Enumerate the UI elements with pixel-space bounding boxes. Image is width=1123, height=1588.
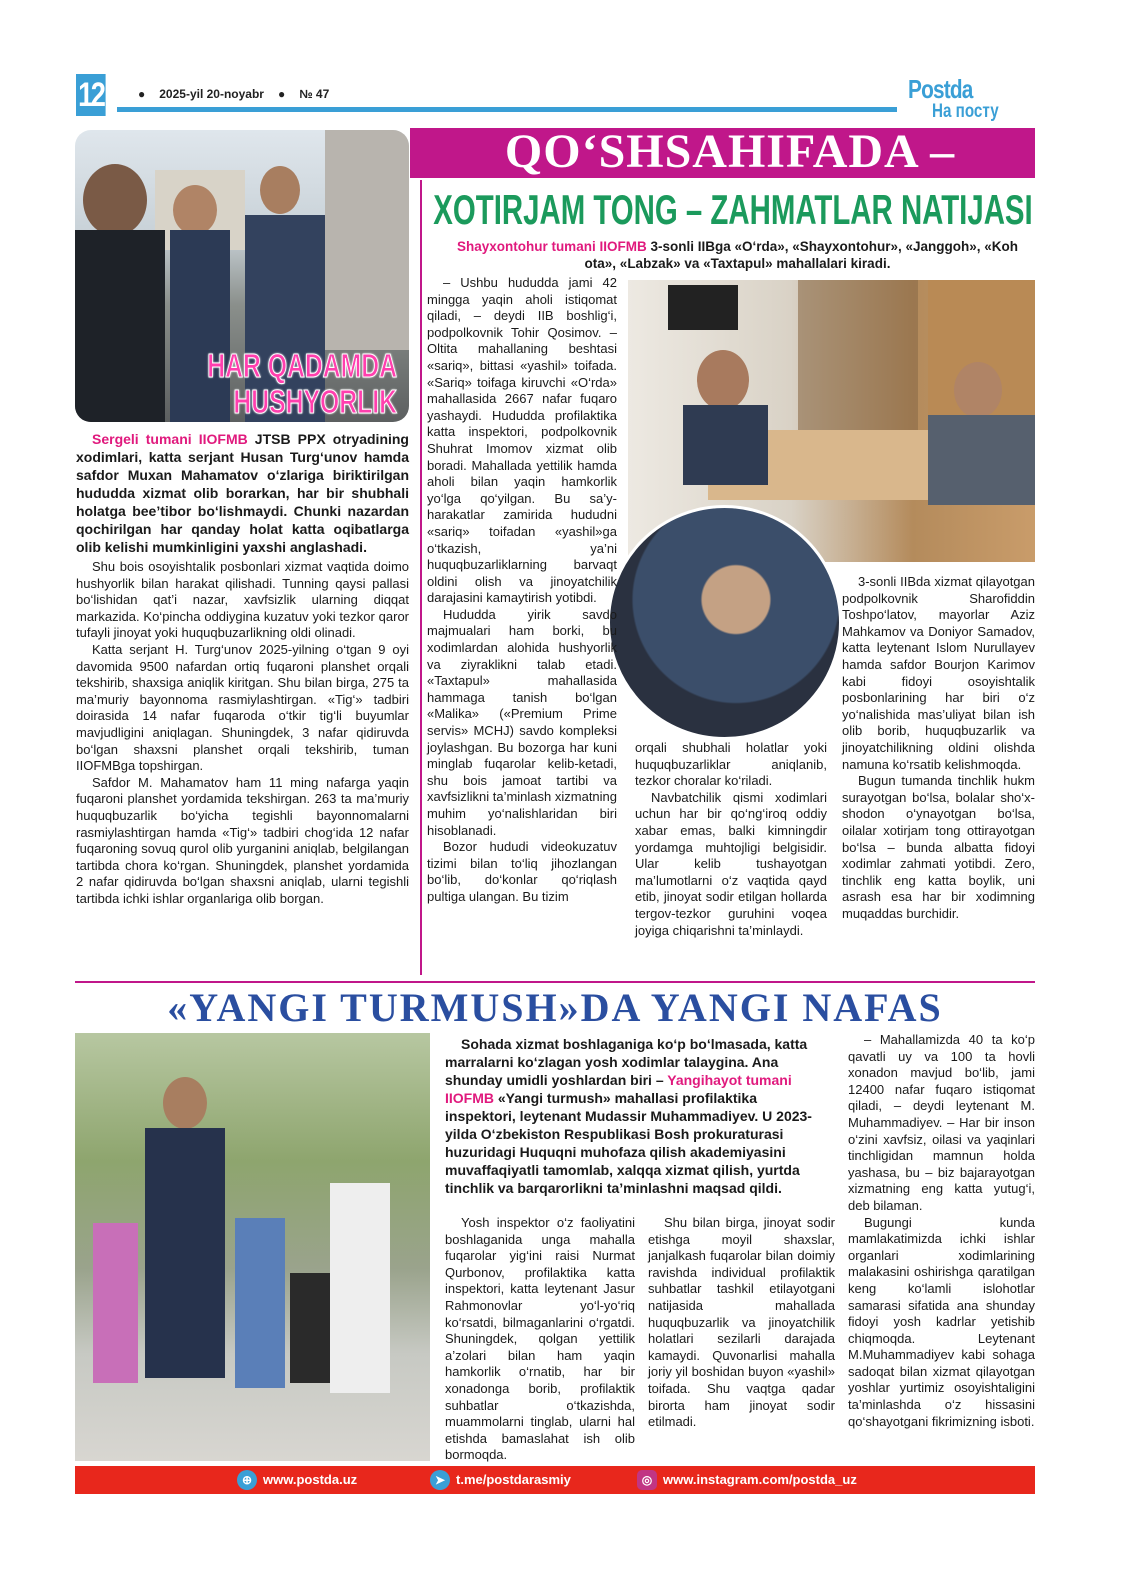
logo-line2: На посту: [932, 101, 999, 122]
lead-highlight: Sergeli tumani IIOFMB: [92, 431, 248, 447]
caption-line1: HAR QADAMDA: [207, 347, 397, 384]
lead-highlight: Yangihayot tumani IIOFMB: [445, 1072, 792, 1106]
headline-text: XOTIRJAM TONG – ZAHMATLAR NATIJASI: [433, 186, 1033, 233]
website-link[interactable]: www.postda.uz: [263, 1472, 358, 1487]
footer-website[interactable]: [237, 1466, 357, 1494]
telegram-link[interactable]: t.me/postdarasmiy: [456, 1472, 571, 1487]
inspector-with-children-photo: [75, 1033, 430, 1461]
issue-date: 2025-yil 20-noyabr: [159, 87, 264, 101]
story3-col3: [848, 1032, 1035, 1430]
story2-subhead: [440, 238, 1035, 272]
instagram-icon: ◎: [637, 1470, 657, 1490]
story1-lead: [76, 430, 409, 556]
paragraph: Shu bilan birga, jinoyat sodir etishga moyil shaxslar, janjalkash fuqarolar bilan doimiy ravishda individual profilaktik suhbatlar tashkil etilayotgani natijasida mahallada huquqbuzarlik va jinoyatchilik holatlari sezilarli darajada kamaydi. Quvonarlisi mahalla joriy yil boshidan buyon «yashil» toifada. Shu vaqtga qadar birorta ham jinoyat sodir etilmadi.: [648, 1215, 835, 1430]
caption-line2: HUSHYORLIK: [233, 383, 397, 420]
paragraph: 3-sonli IIBda xizmat qilayotgan podpolkovnik Sharofiddin Toshpo‘latov, mayorlar Aziz Mahkamov va Doniyor Samadov, katta leytenant Islom Nurullayev hamda safdor Bourjon Karimov kabi fidoyi osoyishtalik posbonlarining har biri o‘z yo‘nalishida mas’uliyat bilan ish olib borib, huquqbuzarlik va jinoyatchilikning oldini olishda namuna ko‘rsatib kelishmoqda.: [842, 574, 1035, 772]
logo-line1: Postda: [908, 74, 973, 104]
newspaper-logo: [908, 74, 1015, 123]
paragraph: Yosh inspektor o‘z faoliyatini boshlaganida unga mahalla fuqarolar yig‘ini raisi Nurmat Qurbonov, profilaktika katta inspektori, katta leytenant Jasur Rahmonovlar yo‘l-yo‘riq ko‘rsatdi, bilmaganlarini o‘rgatdi. Shuningdek, qolgan yettilik a’zolari bilan ham yaqin hamkorlik o‘rnatib, har bir xonadonga borib, profilaktik suhbatlar o‘tkazishda, muammolarni tinglab, ularni hal etishda bamaslahat ish olib bormoqda.: [445, 1215, 635, 1463]
lead-text-before: Sohada xizmat boshlaganiga ko‘p bo‘lmasada, katta marralarni ko‘zlagan yosh xodimlar talaygina. Ana shunday umidli yoshlardan biri –: [445, 1036, 808, 1088]
footer-instagram[interactable]: [637, 1466, 857, 1494]
subhead-text: 3-sonli IIBga «O‘rda», «Shayxontohur», «Janggoh», «Koh ota», «Labzak» va «Taxtapul» mahallalari kiradi.: [584, 239, 1019, 271]
story3-lead: [445, 1035, 817, 1200]
paragraph: Bugungi kunda mamlakatimizda ichki ishlar organlari xodimlarining malakasini oshirishga qaratilgan keng ko‘lamli islohotlar samarasi sifatida ana shunday fidoyi yosh kadrlar yetishib chiqmoqda. Leytenant M.Muhammadiyev kabi sohaga sadoqat bilan xizmat qilayotgan yoshlar yurtimiz osoyishtaligini ta’minlashda o‘z hissasini qo‘shayotgani fikrimizning isboti.: [848, 1214, 1035, 1429]
duty-officer-photo: [607, 505, 842, 740]
story1-body: [76, 430, 409, 907]
subhead-highlight: Shayxontohur tumani IIOFMB: [456, 239, 647, 254]
story2-headline: [433, 186, 1033, 234]
story2-col1: [427, 275, 617, 906]
paragraph: – Ushbu hududda jami 42 mingga yaqin aholi istiqomat qiladi, – deydi IIB boshlig‘i, podpolkovnik Tohir Qosimov. – Oltita mahallaning beshtasi «sariq», bittasi «yashil» toifada. «Sariq» toifaga kiruvchi «O‘rda» mahallasida 2667 nafar fuqaro yashaydi. Hududda profilaktika katta inspektori, podpolkovnik Shuhrat Imomov xizmat olib boradi. Mahallada yettilik hamda aholi bilan yaqin hamkorlik yo‘lga qo‘yilgan. Bu sa’y-harakatlar zamirida hududni «sariq» toifadan «yashil»ga o‘tkazish, ya’ni huquqbuzarliklarning barvaqt oldini olish va jinoyatchilik darajasini kamaytirish yotibdi.: [427, 275, 617, 606]
header-rule: [117, 107, 897, 112]
paragraph: Safdor M. Mahamatov ham 11 ming nafarga yaqin fuqaroni planshet yordamida tekshirgan. 263 ta ma’muriy huquqbuzarlik bo‘yicha tegishli bayonnomalarni rasmiylashtirgan hamda «Tig‘» tadbiri chog‘ida 12 nafar fuqaroning sovuq qurol olib yurganini aniqlab, belgilangan tartibda chora ko‘rgan. Shuningdek, planshet yordamida 2 nafar qidiruvda bo‘lgan shaxsni aniqlab, ularni tegishli tartibda ichki ishlar organlariga olib borgan.: [76, 774, 409, 906]
patrol-photo: [75, 130, 409, 422]
paragraph: – Mahallamizda 40 ta ko‘p qavatli uy va 100 ta hovli xonadon mavjud bo‘lib, jami 12400 nafar fuqaro istiqomat qiladi, – deydi leytenant M. Muhammadiyev. – Har bir inson o‘zini xavfsiz, oilasi va yaqinlari tinchligidan mamnun holda yashasa, bu – biz bajarayotgan xizmatning eng katta yutug‘i, deb bilaman.: [848, 1032, 1035, 1213]
section-rule: [75, 981, 1035, 983]
paragraph: orqali shubhali holatlar yoki huquqbuzarliklar aniqlanib, tezkor choralar ko‘riladi.: [635, 740, 827, 789]
section-title: QO‘SHSAHIFADA –: [504, 125, 956, 178]
paragraph: Hududda yirik savdo majmualari ham borki, bu xodimlardan alohida hushyorlik va ziyraklikni talab etadi. «Taxtapul» mahallasida hammaga tanish bo‘lgan «Malika» («Premium Prime servis» MCHJ) savdo kompleksi joylashgan. Bu bozorga har kuni minglab fuqarolar kelib-ketadi, shu bois jamoat tartibi va xavfsizlikni ta’minlash xizmatning muhim yo‘nalishlaridan biri hisoblanadi.: [427, 606, 618, 838]
paragraph: Shu bois osoyishtalik posbonlari xizmat vaqtida doimo hushyorlik bilan harakat qilishadi. Tunning qaysi pallasi bo‘lishidan qat’i nazar, xavfsizlik ularning diqqat markazida. Ko‘pincha oddiygina kuzatuv yoki tezkor qaror tufayli jinoyat yoki huquqbuzarlikning oldi olinadi.: [76, 559, 409, 641]
inspector-photo-illustration: [75, 1033, 430, 1461]
lead-text: JTSB PPX otryadining xodimlari, katta serjant Husan Turg‘unov hamda safdor Muxan Mahamatov o‘zlariga biriktirilgan hududda xizmat olib borarkan, har bir shubhali holatga bee’tibor bo‘lishmaydi. Chunki nazardan qochirilgan har qanday holat katta oqibatlarga olib kelishi mumkinligini yaxshi anglashadi.: [76, 431, 409, 555]
page-number: 12: [76, 74, 106, 116]
dateline: [138, 87, 343, 101]
globe-icon: ⊕: [237, 1470, 257, 1490]
issue-number: № 47: [299, 87, 330, 101]
lead-text-after: «Yangi turmush» mahallasi profilaktika inspektori, leytenant Mudassir Muhammadiyev. U 2023-yilda O‘zbekiston Respublikasi Bosh prokuraturasi huzuridagi Huquqni muhofaza qilish akademiyasini muvaffaqiyatli tamomlab, xalqqa xizmat qilish, yurtda tinchlik va barqarorlikni ta’minlashni maqsad qildi.: [445, 1090, 812, 1196]
lead-paragraph: [445, 1035, 817, 1197]
paragraph: Katta serjant H. Turg‘unov 2025-yilning o‘tgan 9 oyi davomida 9500 nafardan ortiq fuqaroni planshet orqali tekshirib, shaxsiga aniqlik kiritgan. Shu bilan birga, 275 ta ma’muriy bayonnoma rasmiylashtirgan. «Tig‘» tadbiri doirasida 14 nafar fuqaroda o‘tkir tig‘li buyumlar mavjudligini aniqlagan. Shuningdek, 3 nafar qidiruvda bo‘lgan shaxsni planshet orqali tekshirib, tuman IIOFMBga topshirgan.: [76, 641, 409, 774]
footer-telegram[interactable]: [430, 1466, 571, 1494]
instagram-link[interactable]: www.instagram.com/postda_uz: [663, 1472, 857, 1487]
bullet: ●: [277, 87, 286, 101]
telegram-icon: ➤: [430, 1470, 450, 1490]
photo-caption: [207, 348, 397, 420]
column-divider: [420, 180, 422, 975]
story2-col2: [635, 740, 827, 939]
story3-col1: [445, 1215, 635, 1464]
footer-bar: [75, 1466, 1035, 1494]
paragraph: Navbatchilik qismi xodimlari uchun har bir qo‘ng‘iroq oddiy xabar emas, balki kimningdir yordamga muhtojligi belgisidir. Ular kelib tushayotgan ma’lumotlarni o‘z vaqtida qayd etib, jinoyat sodir etilgan hollarda tergov-tezkor guruhini voqea joyiga chiqarishni ta’minlaydi.: [635, 789, 827, 938]
story2-col3: [842, 574, 1035, 922]
story3-headline: «YANGI TURMUSH»DA YANGI NAFAS: [167, 985, 943, 1030]
paragraph: Bugun tumanda tinchlik hukm surayotgan bo‘lsa, bolalar sho‘x-shodon o‘ynayotgan bo‘lsa, oilalar xotirjam tong ottirayotgan bo‘lsa – bunda albatta fidoyi xodimlar zahmati yotibdi. Zero, tinchlik eng katta boylik, uni asrash esa har bir xodimning muqaddas burchidir.: [842, 773, 1035, 921]
paragraph: Bozor hududi videokuzatuv tizimi bilan to‘liq jihozlangan bo‘lib, do‘konlar qo‘riqlash pultiga ulangan. Bu tizim: [427, 839, 617, 904]
bullet: ●: [138, 87, 146, 101]
story3-col2: [648, 1215, 835, 1431]
